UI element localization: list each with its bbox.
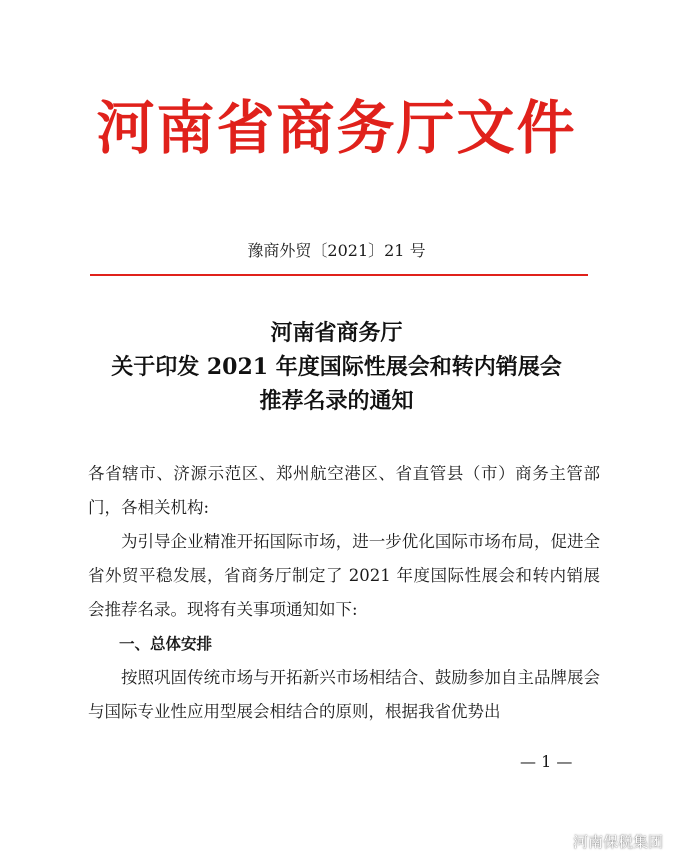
masthead-title: 河南省商务厅文件: [96, 94, 577, 162]
red-divider-line: [90, 274, 588, 276]
title-line-3: 推荐名录的通知: [259, 388, 414, 414]
watermark: [545, 831, 663, 852]
title-line-2: 关于印发 2021 年度国际性展会和转内销展会: [111, 354, 562, 380]
document-title: [0, 316, 673, 418]
section-1-paragraph: 按照巩固传统市场与开拓新兴市场相结合、鼓励参加自主品牌展会与国际专业性应用型展会相结合的原则，根据我省优势出: [88, 668, 600, 721]
intro-paragraph: 为引导企业精准开拓国际市场，进一步优化国际市场布局，促进全省外贸平稳发展，省商务厅制定了 2021 年度国际性展会和转内销展会推荐名录。现将有关事项通知如下:: [88, 532, 600, 619]
document-body: [88, 457, 600, 729]
addressees-paragraph: 各省辖市、济源示范区、郑州航空港区、省直管县（市）商务主管部门，各相关机构:: [88, 464, 600, 517]
watermark-text: 河南保税集团: [572, 833, 663, 851]
section-heading-1: 一、总体安排: [119, 635, 213, 653]
weibo-icon: [545, 833, 567, 851]
title-line-1: 河南省商务厅: [270, 320, 403, 346]
page-number: — 1 —: [520, 752, 573, 771]
document-number: 豫商外贸〔2021〕21 号: [247, 241, 426, 260]
